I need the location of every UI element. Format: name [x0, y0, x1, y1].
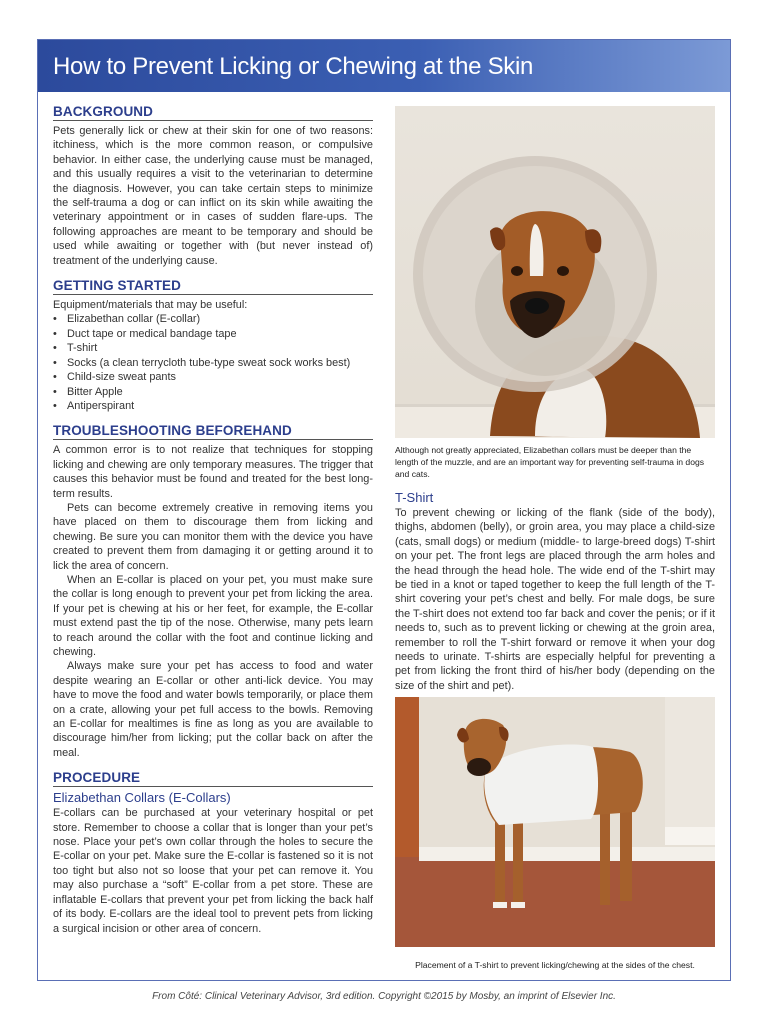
tshirt-photo-caption: Placement of a T-shirt to prevent licking/chewing at the sides of the chest. — [415, 960, 695, 970]
getting-started-heading: GETTING STARTED — [53, 278, 373, 295]
list-item: • Bitter Apple — [67, 385, 373, 399]
troubleshooting-heading: TROUBLESHOOTING BEFOREHAND — [53, 423, 373, 440]
troubleshooting-paragraph: A common error is to not realize that techniques for stopping licking and chewing are only temporary measures. The trigger that causes this behavior must be found and treated for the best long-term results. — [53, 444, 373, 500]
ecollar-text: E-collars can be purchased at your veterinary hospital or pet store. Remember to choose a collar that is longer than your pet’s nose. Place your pet’s own collar through the holes to secure the E-collar on your pet. Make sure the E-collar is fastened so it is not too tight but also not so loose that your pet can remove it. You may also purchase a “soft” E-collar from a pet store. These are inflatable E-collars that prevent your pet from licking the back half of its body. E-collars are the ideal tool to prevent pets from licking a surgical incision or other area of concern. — [53, 807, 373, 935]
title-banner — [38, 40, 730, 92]
list-item: • Duct tape or medical bandage tape — [67, 327, 373, 341]
list-item: • T-shirt — [67, 341, 373, 355]
list-item: • Socks (a clean terrycloth tube-type sweat sock works best) — [67, 356, 373, 370]
troubleshooting-paragraph: When an E-collar is placed on your pet, you must make sure the collar is long enough to prevent your pet from licking the area. If your pet is chewing at his or her feet, for example, the E-collar must extend past the tip of the nose. Otherwise, many pets learn to reach around the collar with the foot and continue licking and chewing. — [53, 573, 373, 658]
right-column — [395, 106, 715, 970]
procedure-heading: PROCEDURE — [53, 770, 373, 787]
list-item: • Antiperspirant — [67, 399, 373, 413]
troubleshooting-paragraph: Always make sure your pet has access to food and water despite wearing an E-collar or other anti-lick device. You may have to move the food and water bowls temporarily, or place them on a crate, allowing your pet full access to the bowls. Removing an E-collar for mealtimes is fine as long as you are available to discourage him/her from licking; put the collar back on after the meal. — [53, 660, 373, 759]
dog-ecollar-illustration — [395, 106, 715, 438]
left-column — [53, 104, 373, 936]
dog-tshirt-illustration — [395, 697, 715, 947]
ecollar-subheading: Elizabethan Collars (E-Collars) — [53, 790, 231, 806]
list-item: • Child-size sweat pants — [67, 370, 373, 384]
troubleshooting-paragraph: Pets can become extremely creative in removing items you have placed on them to discourage them from licking and chewing. Be sure you can monitor them with the device you have created to prevent them from damaging it or getting around it to lick the area of concern. — [53, 501, 373, 572]
background-heading: BACKGROUND — [53, 104, 373, 121]
page-title: How to Prevent Licking or Chewing at the Skin — [53, 53, 534, 80]
tshirt-dog-photo — [395, 697, 715, 947]
getting-started-intro: Equipment/materials that may be useful: — [53, 299, 248, 312]
ecollar-dog-photo — [395, 106, 715, 438]
materials-list — [53, 312, 373, 413]
background-text: Pets generally lick or chew at their skin for one of two reasons: itchiness, which is the more common reason, or compulsive behavior. In either case, the underlying cause must be managed, and this usually requires a visit to the veterinarian to determine the diagnosis. However, you can take certain steps to minimize the self-trauma a dog or can inflict on its skin while awaiting the veterinary appointment or in cases of sudden flare-ups. The following approaches are meant to be temporary and should be used while awaiting or together with (but never instead of) treatment of the underlying cause. — [53, 125, 373, 267]
tshirt-subheading: T-Shirt — [395, 490, 434, 505]
list-item: • Elizabethan collar (E-collar) — [67, 312, 373, 326]
footer-citation: From Côté: Clinical Veterinary Advisor, 3rd edition. Copyright ©2015 by Mosby, an imprint of Elsevier Inc. — [152, 991, 616, 1002]
ecollar-photo-caption: Although not greatly appreciated, Elizabethan collars must be deeper than the length of the muzzle, and are an important way for preventing self-trauma in dogs and cats. — [395, 445, 705, 479]
tshirt-text: To prevent chewing or licking of the flank (side of the body), thighs, abdomen (belly), or groin area, you may place a child-size (cats, small dogs) or medium (middle- to large-breed dogs) T-shirt on your pet. The front legs are placed through the arm holes and the head through the head hole. The wide end of the T-shirt may be tied in a knot or taped together to keep the full length of the T-shirt covering your pet’s chest and belly. For male dogs, be sure the T-shirt does not extend too far back and cover the penis; or if it needs to, such as to prevent licking or chewing at the groin area, remember to roll the T-shirt forward or remove it when your dog needs to urinate. T-shirts are especially helpful for preventing a pet from licking the front third of his/her body (depending on the size of the shirt and pet). — [395, 507, 715, 692]
